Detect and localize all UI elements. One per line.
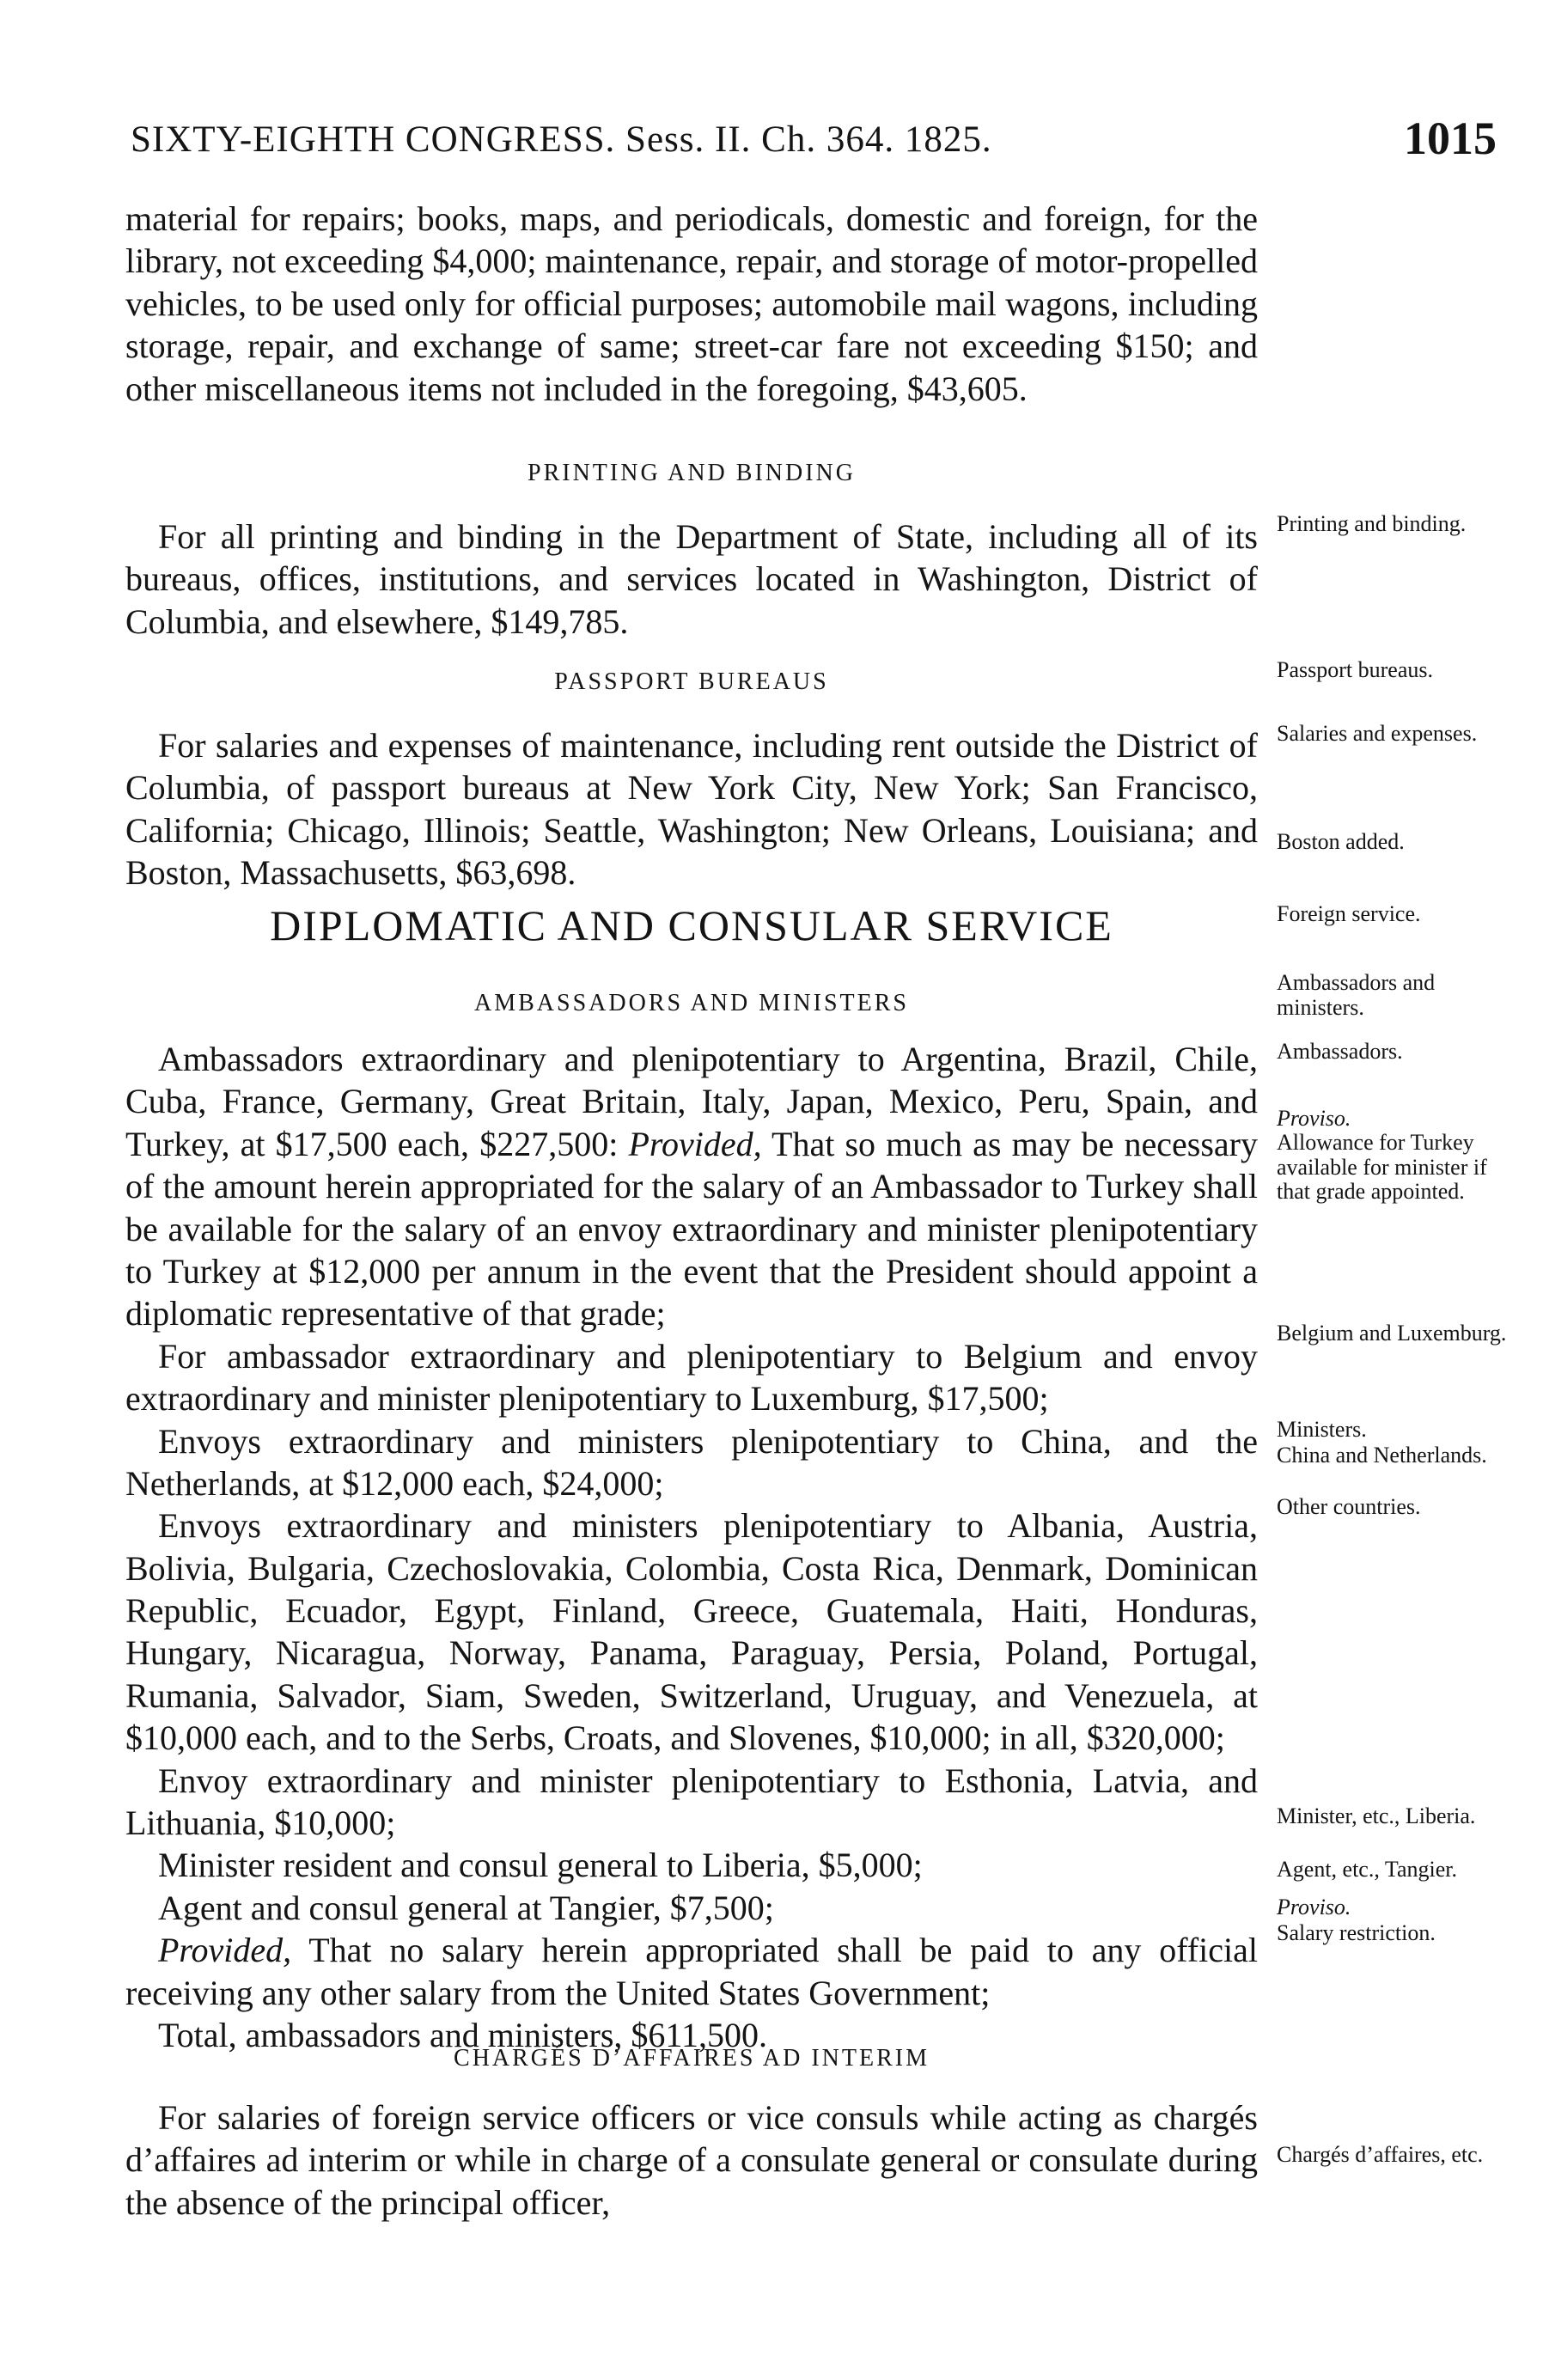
paragraph-liberia: Minister resident and consul general to Liberia, $5,000;	[158, 1846, 923, 1885]
heading-printing: PRINTING AND BINDING	[528, 460, 856, 486]
margin-note-proviso-2: Proviso.	[1277, 1895, 1351, 1919]
running-title: SIXTY-EIGHTH CONGRESS. Sess. II. Ch. 364. 1825.	[131, 119, 992, 160]
heading-charges: CHARGÉS D’AFFAIRES AD INTERIM	[454, 2045, 930, 2072]
margin-note-restriction: Salary restriction.	[1277, 1920, 1436, 1945]
paragraph-charges: For salaries of foreign service officers or vice consuls while acting as chargés d’affaires ad interim or while in charge of a consulate general or consulate during the absence of the principal officer,	[125, 2098, 1258, 2222]
margin-note-liberia: Minister, etc., Liberia.	[1277, 1803, 1476, 1828]
paragraph-tangier: Agent and consul general at Tangier, $7,500;	[158, 1888, 774, 1927]
paragraph-total: Total, ambassadors and ministers, $611,500.	[158, 2015, 767, 2054]
margin-note-tangier: Agent, etc., Tangier.	[1277, 1857, 1457, 1882]
provided-keyword: Provided,	[628, 1124, 762, 1163]
margin-note-turkey: Allowance for Turkey available for minister if that grade appointed.	[1277, 1130, 1487, 1205]
ambassadors-text-a: Ambassadors extraordinary and plenipotentiary to Argentina, Brazil, Chile, Cuba, France, Germany, Great Britain, Italy, Japan, Mexico, Peru, Spain, and Turkey, at $17,500 each, $227,500:	[125, 1040, 1258, 1163]
paragraph-passport: For salaries and expenses of maintenance, including rent outside the District of Columbia, of passport bureaus at New York City, New York; San Francisco, California; Chicago, Illinois; Seattle, Washington; New Orleans, Louisiana; and Boston, Massachusetts, $63,698.	[125, 726, 1258, 893]
margin-note-amb-ministers: Ambassadors and ministers.	[1277, 970, 1436, 1020]
paragraph-restriction	[125, 1929, 1258, 2014]
heading-passport: PASSPORT BUREAUS	[554, 668, 829, 695]
ambassadors-text-b: That so much as may be necessary of the amount herein appropriated for the salary of an Ambassador to Turkey shall be available for the salary of an envoy extraordinary and minister plenipotentiary to Turkey at $12,000 per annum in the event that the President should appoint a diplomatic representative of that grade;	[125, 1124, 1258, 1333]
paragraph-belgium: For ambassador extraordinary and plenipotentiary to Belgium and envoy extraordinary and minister plenipotentiary to Luxemburg, $17,500;	[125, 1336, 1258, 1419]
margin-note-salaries: Salaries and expenses.	[1277, 721, 1478, 746]
paragraph-china: Envoys extraordinary and ministers plenipotentiary to China, and the Netherlands, at $12,000 each, $24,000;	[125, 1421, 1258, 1503]
heading-ambassadors: AMBASSADORS AND MINISTERS	[474, 990, 909, 1016]
paragraph-esthonia: Envoy extraordinary and minister plenipotentiary to Esthonia, Latvia, and Lithuania, $10,000;	[125, 1761, 1258, 1843]
margin-note-other: Other countries.	[1277, 1494, 1421, 1519]
margin-note-china: China and Netherlands.	[1277, 1443, 1487, 1468]
page-number: 1015	[1404, 113, 1497, 164]
heading-diplomatic: DIPLOMATIC AND CONSULAR SERVICE	[270, 901, 1113, 949]
margin-note-ambassadors: Ambassadors.	[1277, 1039, 1403, 1064]
page-header	[131, 113, 1497, 179]
paragraph-ambassadors	[125, 1038, 1258, 1335]
margin-note-belgium: Belgium and Luxemburg.	[1277, 1321, 1507, 1346]
margin-note-foreign: Foreign service.	[1277, 901, 1421, 926]
margin-note-charges: Chargés d’affaires, etc.	[1277, 2142, 1484, 2167]
restriction-text: That no salary herein appropriated shall be paid to any official receiving any other salary from the United States Government;	[125, 1931, 1258, 2012]
margin-note-printing: Printing and binding.	[1277, 511, 1467, 536]
paragraph-opening: material for repairs; books, maps, and periodicals, domestic and foreign, for the library, not exceeding $4,000; maintenance, repair, and storage of motor-propelled vehicles, to be used only for official purposes; automobile mail wagons, including storage, repair, and exchange of same; street-car fare not exceeding $150; and other miscellaneous items not included in the foregoing, $43,605.	[125, 199, 1258, 408]
margin-note-boston: Boston added.	[1277, 829, 1405, 854]
margin-note-passport: Passport bureaus.	[1277, 657, 1433, 682]
margin-note-proviso: Proviso.	[1277, 1106, 1351, 1131]
margin-note-ministers: Ministers.	[1277, 1417, 1367, 1442]
paragraph-other-countries: Envoys extraordinary and ministers plenipotentiary to Albania, Austria, Bolivia, Bulgaria, Czechoslovakia, Colombia, Costa Rica, Denmark, Dominican Republic, Ecuador, Egypt, Finland, Greece, Guatemala, Haiti, Honduras, Hungary, Nicaragua, Norway, Panama, Paraguay, Persia, Poland, Portugal, Rumania, Salvador, Siam, Sweden, Switzerland, Uruguay, and Venezuela, at $10,000 each, and to the Serbs, Croats, and Slovenes, $10,000; in all, $320,000;	[125, 1506, 1258, 1758]
provided-keyword-2: Provided,	[158, 1931, 292, 1970]
paragraph-printing: For all printing and binding in the Department of State, including all of its bureaus, offices, institutions, and services located in Washington, District of Columbia, and elsewhere, $149,785.	[125, 517, 1258, 641]
